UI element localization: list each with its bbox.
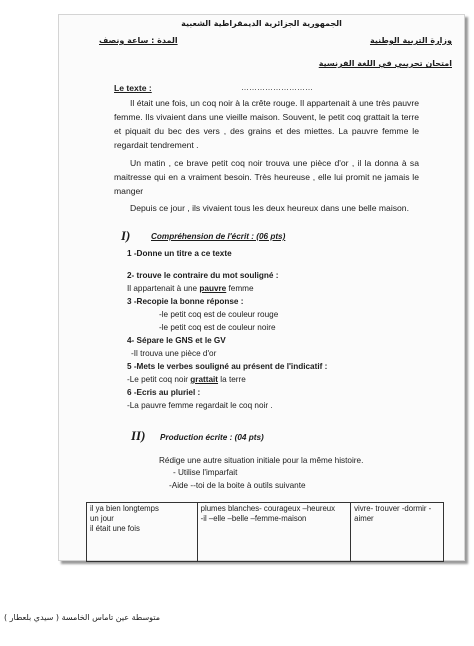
toolbox-verb-line: vivre- trouver -dormir - — [354, 504, 432, 513]
question-6: 6 -Ecris au pluriel : — [127, 388, 201, 397]
question-3-option-b: -le petit coq est de couleur noire — [159, 323, 276, 332]
toolbox-expression: il était une fois — [90, 524, 140, 533]
toolbox-verb-line: aimer — [354, 514, 374, 523]
toolbox-word-line: -il –elle –belle –femme-maison — [200, 514, 307, 523]
toolbox-word-line: plumes blanches- courageux –heureux — [200, 504, 336, 513]
paragraph-1: Il était une fois, un coq noir à la crête rouge. Il appartenait à une très pauvre femme. Ils vivaient dans une vieille maison. Souvent, le petit coq grattait la terre et piquait du bec des vers , des grains et des miettes. La pauvre femme le regardait tendrement . — [114, 98, 419, 150]
paragraph-3: Depuis ce jour , ils vivaient tous les deux heureux dans une belle maison. — [130, 203, 409, 213]
question-4-sentence: -Il trouva une pièce d'or — [131, 349, 217, 358]
paragraph-2: Un matin , ce brave petit coq noir trouva une pièce d'or , il la donna à sa maitresse qui en a vraiment besoin. Très heureuse , elle lui promit ne jamais le manger — [114, 158, 419, 196]
ministry-label: وزارة التربية الوطنية — [369, 36, 452, 45]
toolbox-expressions — [87, 503, 198, 562]
question-2: 2- trouve le contraire du mot souligné : — [127, 271, 279, 280]
school-footer: متوسطة عين تاماس الخامسة ( سيدي بلعطار ) — [4, 613, 161, 622]
question-3-option-a: -le petit coq est de couleur rouge — [159, 310, 279, 319]
part2-instruction: Rédige une autre situation initiale pour la même histoire. — [159, 456, 364, 465]
question-2-sentence — [127, 284, 254, 293]
toolbox-expression: un jour — [90, 514, 114, 523]
q2-text-before: Il appartenait à une — [127, 284, 200, 293]
part1-title: Compréhension de l'écrit : (06 pts) — [151, 232, 286, 241]
republic-header: الجمهورية الجزائرية الديمقراطية الشعبية — [181, 19, 342, 28]
question-1: 1 -Donne un titre a ce texte — [127, 249, 232, 258]
part2-hint-2: -Aide --toi de la boite à outils suivante — [169, 481, 306, 490]
part2-numeral: II) — [131, 428, 146, 443]
text-title: Le texte : — [114, 83, 152, 93]
toolbox-words — [197, 503, 351, 562]
toolbox-table — [86, 502, 444, 562]
part1-questions — [127, 249, 447, 449]
q2-underlined-word: pauvre — [199, 284, 227, 293]
exam-sheet — [58, 14, 465, 561]
question-5-sentence — [127, 375, 246, 384]
q2-text-after: femme — [226, 284, 254, 293]
q5-text-after: la terre — [218, 375, 246, 384]
part2-title: Production écrite : (04 pts) — [160, 433, 264, 442]
question-6-sentence: -La pauvre femme regardait le coq noir . — [127, 401, 273, 410]
toolbox-expression: il ya bien longtemps — [90, 504, 159, 513]
duration-label: المدة : ساعة ونصف — [99, 36, 178, 45]
question-5: 5 -Mets le verbes souligné au présent de l'indicatif : — [127, 362, 328, 371]
question-4: 4- Sépare le GNS et le GV — [127, 336, 226, 345]
toolbox-verbs — [351, 503, 444, 562]
q5-text-before: -Le petit coq noir — [127, 375, 191, 384]
exam-title: امتحان تجريبي في اللغة الفرنسية — [318, 59, 452, 68]
part1-numeral: I) — [121, 228, 131, 243]
title-dots: ……………………… — [241, 83, 313, 92]
part2-hint-1: - Utilise l'imparfait — [173, 468, 238, 477]
question-3: 3 -Recopie la bonne réponse : — [127, 297, 244, 306]
q5-underlined-word: grattait — [190, 375, 219, 384]
